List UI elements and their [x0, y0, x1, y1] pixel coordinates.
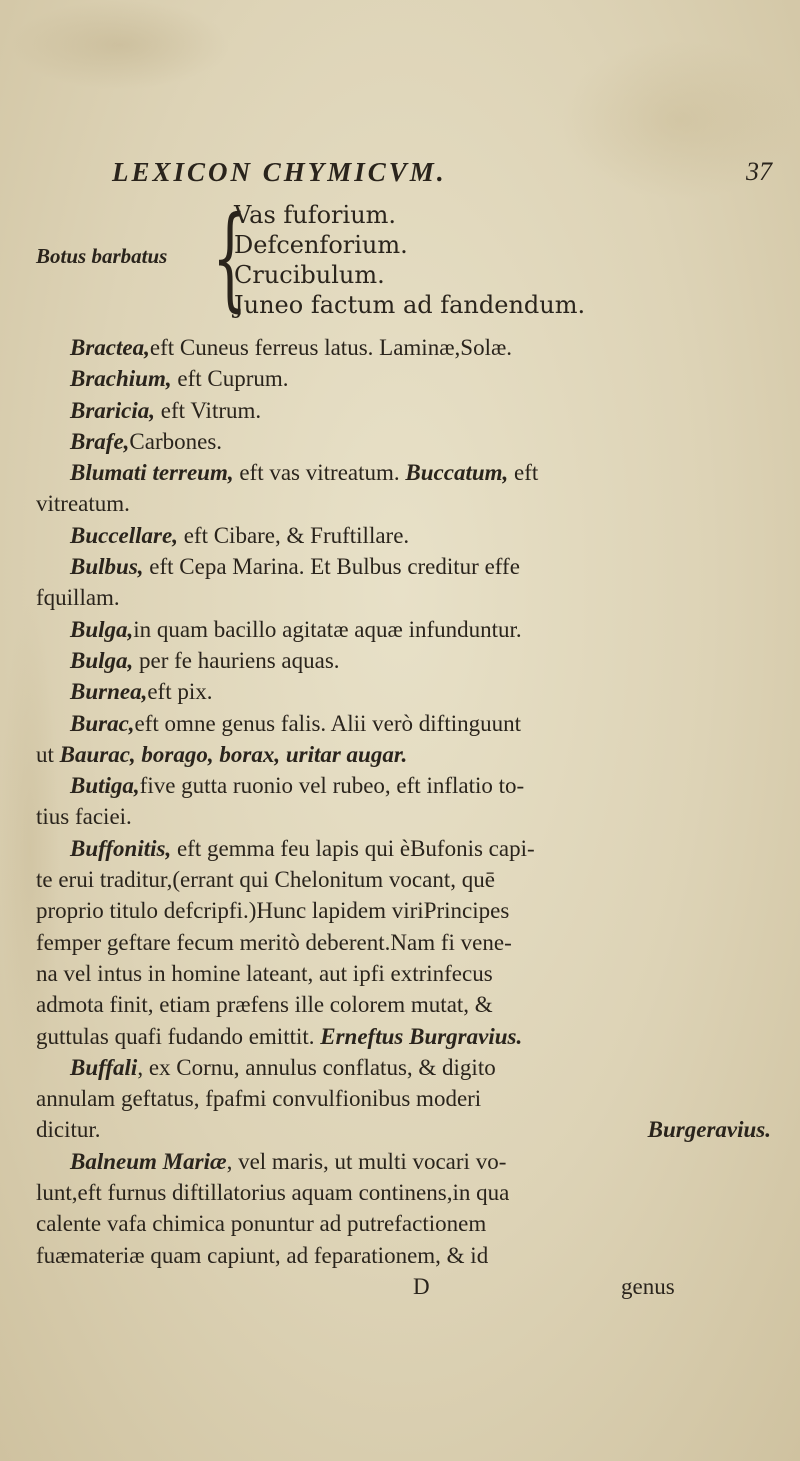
- text-line: [36, 457, 771, 488]
- definition-text: admota finit, etiam præfens ille colorem mutat, &: [36, 992, 493, 1018]
- text-line: [36, 739, 771, 770]
- brace-list: [234, 200, 585, 320]
- definition-text: eft Vitrum.: [154, 397, 262, 423]
- entry-term: Bractea,: [70, 335, 150, 360]
- text-line: [36, 801, 771, 832]
- definition-text: vitreatum.: [36, 491, 130, 517]
- text-line: [36, 1083, 771, 1114]
- text-line: [36, 1208, 771, 1239]
- entry-term: Buffonitis,: [70, 835, 172, 861]
- definition-text: na vel intus in homine lateant, aut ipfi extrinfecus: [36, 960, 493, 986]
- entry-term: Butiga,: [70, 773, 140, 799]
- text-line: [36, 1114, 771, 1145]
- definition-text: eft Cibare, & Fruftillare.: [177, 522, 410, 548]
- definition-text: eft gemma feu lapis qui èBufonis capi-: [171, 835, 535, 861]
- text-line: [36, 363, 771, 394]
- brace-item: Vas fuforium.: [234, 201, 397, 229]
- text-line: [36, 582, 771, 613]
- entry-term: Bulga,: [70, 616, 134, 642]
- definition-text: , ex Cornu, annulus conflatus, & digito: [137, 1054, 496, 1080]
- text-line: [36, 770, 771, 801]
- definition-text: eft: [508, 460, 539, 486]
- definition-text: in quam bacillo agitatæ aquæ infunduntur.: [133, 616, 522, 642]
- definition-text: eft pix.: [147, 679, 213, 705]
- text-line: [36, 520, 771, 551]
- body-text: [36, 332, 771, 1302]
- definition-text: eft Cuprum.: [171, 366, 289, 392]
- curly-brace-icon: {: [212, 193, 248, 323]
- definition-text: eft vas vitreatum.: [233, 460, 406, 486]
- text-line: [36, 958, 771, 989]
- text-line: [36, 1146, 771, 1177]
- catchword: genus: [621, 1273, 675, 1299]
- text-line: [36, 676, 771, 707]
- catchword-line: [36, 1271, 771, 1302]
- text-line: [36, 395, 771, 426]
- attribution: Burgeravius.: [647, 1117, 771, 1143]
- text-line: [36, 989, 771, 1020]
- definition-text: tius faciei.: [36, 804, 132, 830]
- definition-text: lunt,eft furnus diftillatorius aquam continens,in qua: [36, 1180, 510, 1206]
- definition-text: fuæmateriæ quam capiunt, ad feparationem, & id: [36, 1242, 489, 1268]
- entry-term: Balneum Mariæ: [70, 1148, 227, 1174]
- definition-text: guttulas quafi fudando emittit.: [36, 1023, 321, 1049]
- entry-term: Bulga,: [70, 647, 134, 673]
- definition-text: eft Cepa Marina. Et Bulbus creditur effe: [143, 554, 520, 580]
- entry-term: Brachium,: [70, 366, 172, 392]
- text-line: [36, 645, 771, 676]
- text-line: [36, 833, 771, 864]
- page-number: 37: [746, 157, 772, 186]
- entry-term: Baurac, borago, borax, uritar augar.: [59, 741, 408, 767]
- definition-text: proprio titulo defcripfi.)Hunc lapidem viriPrincipes: [36, 898, 510, 924]
- entry-term: Erneftus Burgravius.: [320, 1023, 523, 1049]
- text-line: [36, 551, 771, 582]
- text-line: [36, 1177, 771, 1208]
- definition-text: fquillam.: [36, 585, 120, 611]
- running-title: LEXICON CHYMICVM.: [112, 157, 447, 187]
- entry-term: Buffali: [70, 1054, 138, 1080]
- definition-text: ut: [36, 741, 60, 767]
- entry-term: Burnea,: [70, 679, 148, 705]
- entry-term: Braricia,: [70, 397, 155, 423]
- brace-item: Defcenforium.: [234, 231, 408, 259]
- text-line: [36, 1021, 771, 1052]
- signature-mark: D: [413, 1273, 430, 1299]
- definition-text: eft Cuneus ferreus latus. Laminæ,Solæ.: [149, 335, 513, 360]
- entry-term: Botus barbatus: [36, 244, 168, 268]
- definition-text: five gutta ruonio vel rubeo, eft inflatio to-: [139, 773, 525, 799]
- brace-item: Juneo factum ad fandendum.: [234, 291, 586, 319]
- definition-text: annulam geftatus, fpafmi convulfionibus moderi: [36, 1086, 482, 1112]
- text-line: [36, 1240, 771, 1271]
- definition-text: dicitur.: [36, 1117, 101, 1143]
- definition-text: per fe hauriens aquas.: [133, 647, 340, 673]
- text-line: [36, 1052, 771, 1083]
- entry-term: Buccatum,: [405, 460, 509, 486]
- definition-text: calente vafa chimica ponuntur ad putrefactionem: [36, 1211, 487, 1237]
- brace-entry: [36, 193, 736, 330]
- definition-text: femper geftare fecum meritò deberent.Nam fi vene-: [36, 929, 512, 955]
- entry-term: Brafe,: [70, 428, 130, 454]
- entry-term: Burac,: [70, 710, 135, 736]
- paper-stain: [10, 0, 230, 90]
- page-header: [112, 157, 792, 197]
- entry-term: Bulbus,: [70, 554, 144, 580]
- text-line: [36, 927, 771, 958]
- text-line: [36, 332, 771, 363]
- definition-text: te erui traditur,(errant qui Chelonitum vocant, quē: [36, 867, 495, 893]
- text-line: [36, 488, 771, 519]
- brace-item: Crucibulum.: [234, 261, 385, 289]
- text-line: [36, 614, 771, 645]
- definition-text: eft omne genus falis. Alii verò diftinguunt: [134, 710, 522, 736]
- text-line: [36, 895, 771, 926]
- entry-term: Buccellare,: [70, 522, 178, 548]
- definition-text: , vel maris, ut multi vocari vo-: [226, 1148, 507, 1174]
- text-line: [36, 708, 771, 739]
- text-line: [36, 864, 771, 895]
- entry-term: Blumati terreum,: [70, 460, 234, 486]
- definition-text: Carbones.: [129, 428, 223, 454]
- text-line: [36, 426, 771, 457]
